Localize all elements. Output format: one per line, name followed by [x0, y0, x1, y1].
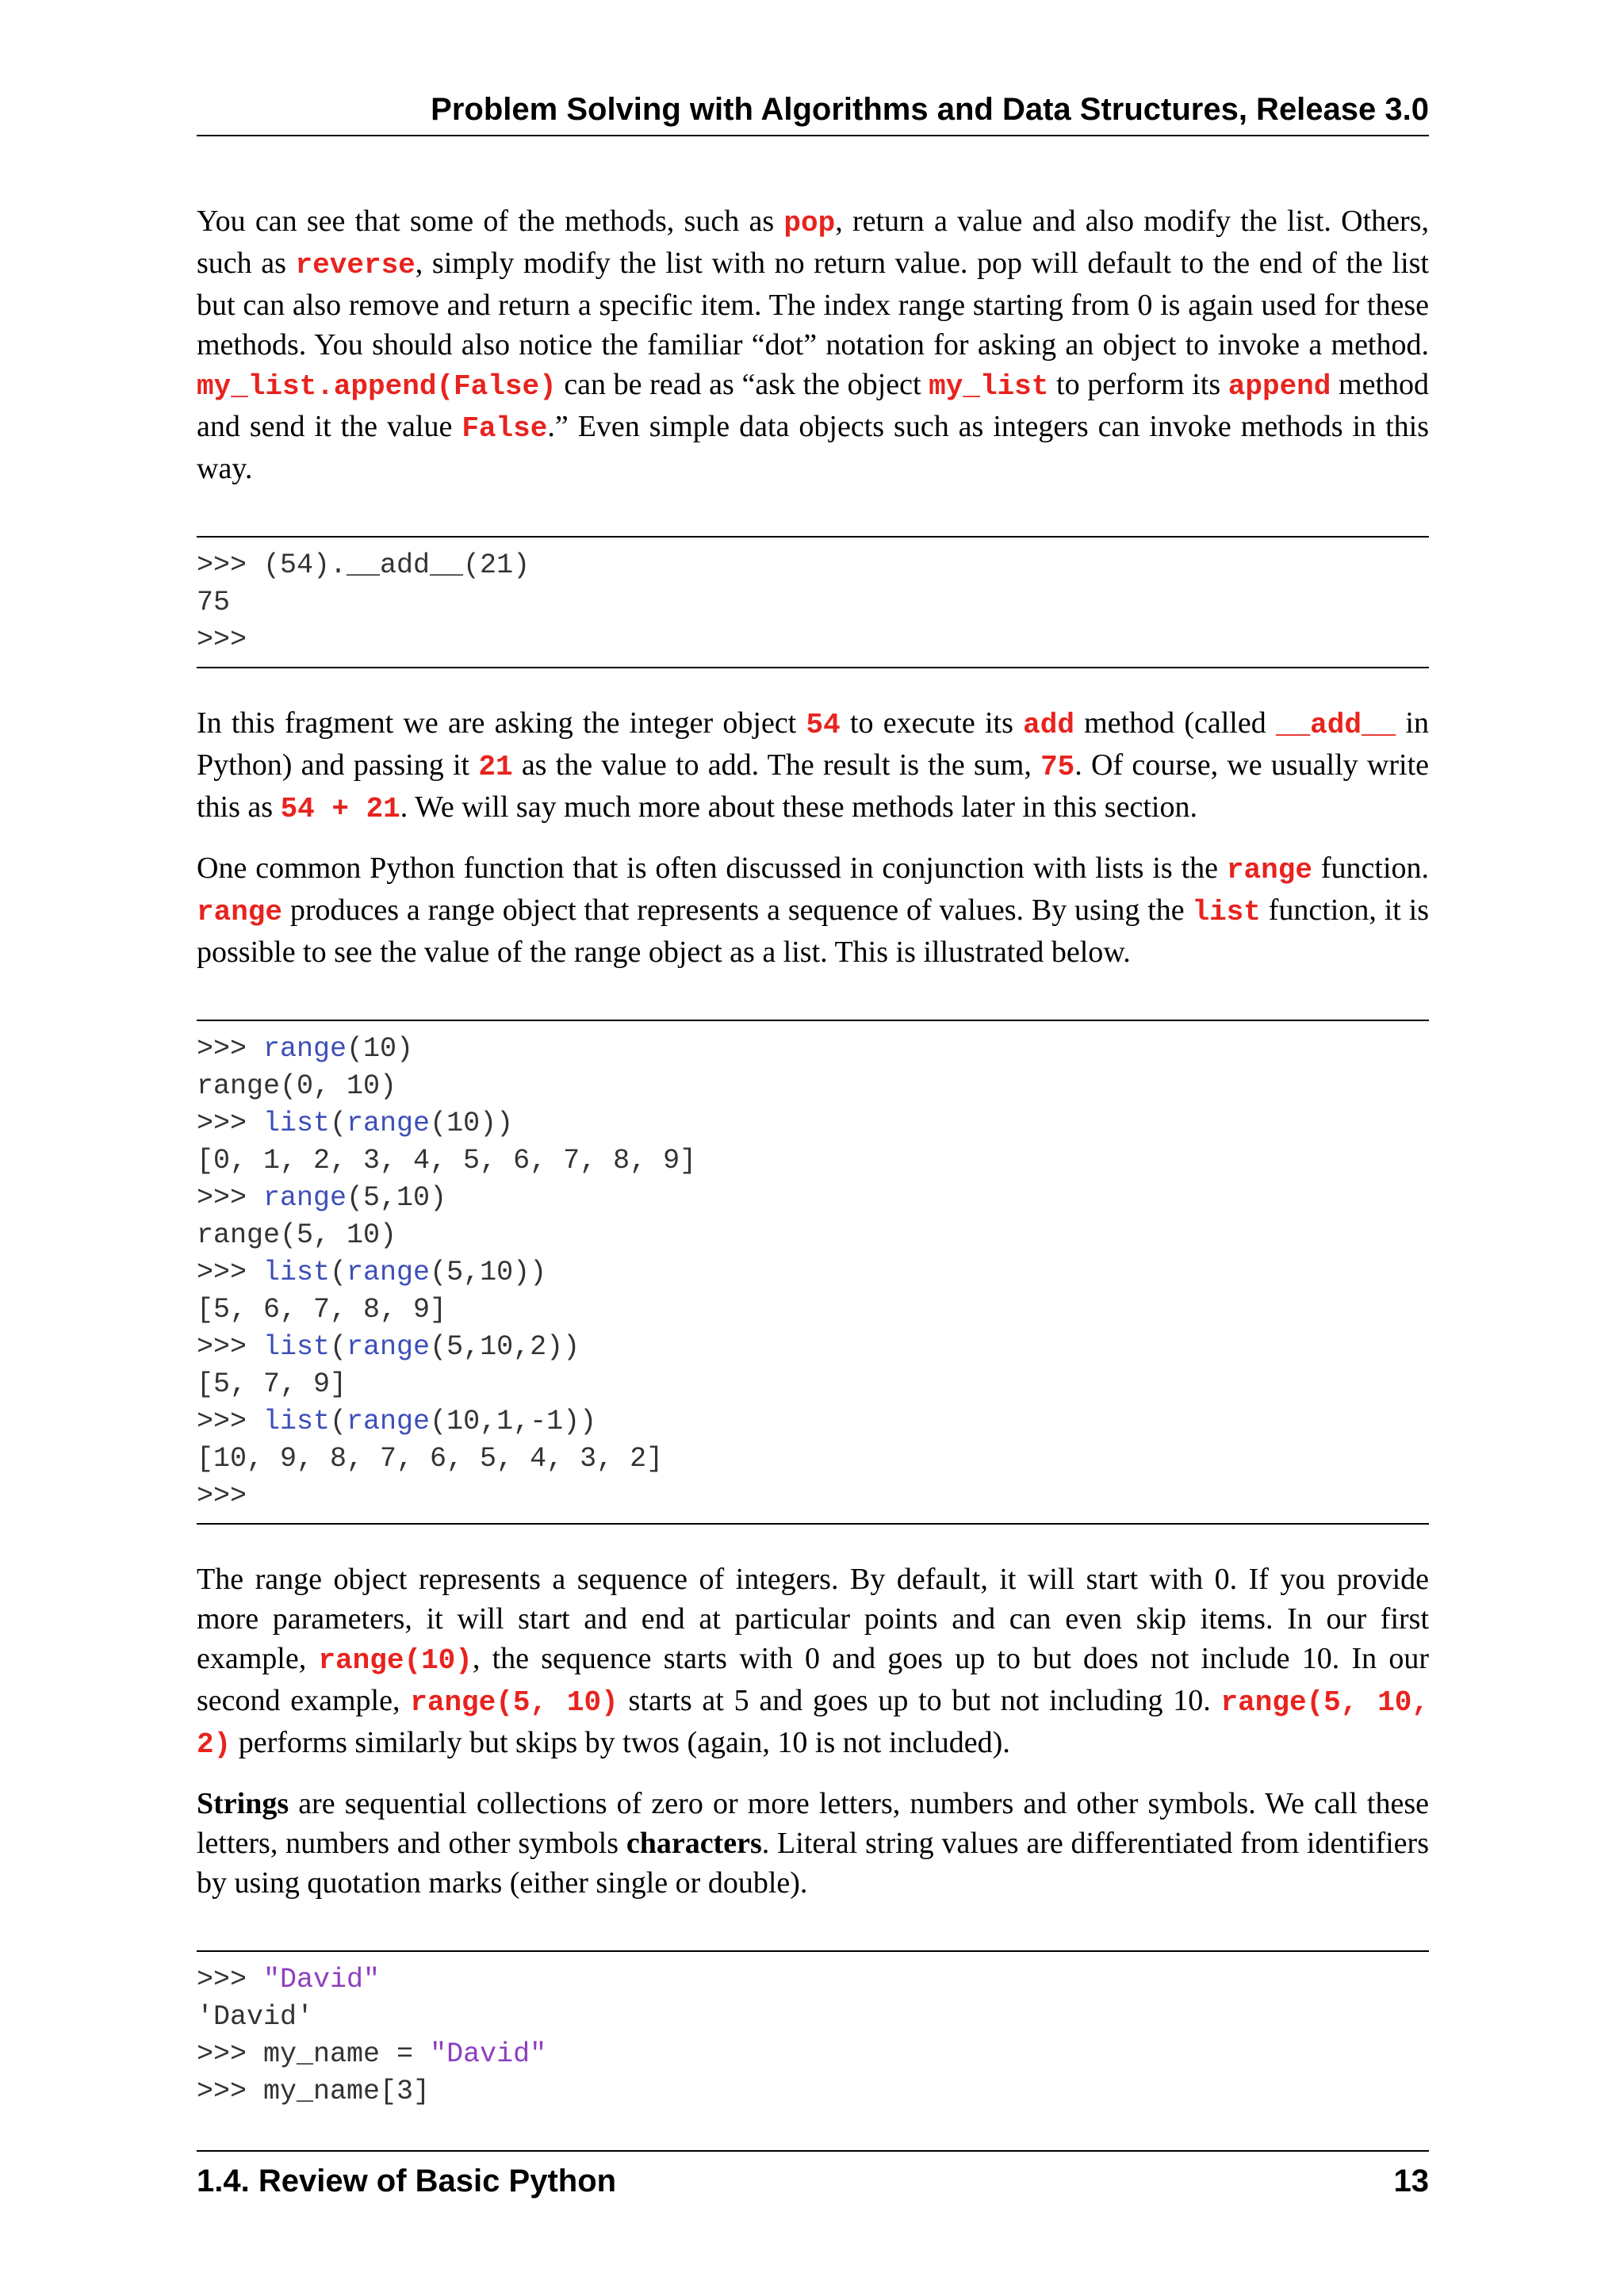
inline-code: range(5, 10, 2): [197, 1686, 1430, 1761]
text: . We will say much more about these methods later in this section.: [400, 790, 1197, 824]
text: performs similarly but skips by twos (again, 10 is not included).: [231, 1726, 1010, 1759]
text: to perform its: [1048, 368, 1228, 401]
code-keyword: range: [263, 1182, 347, 1214]
term-bold: Strings: [197, 1787, 289, 1820]
code-text: (: [330, 1108, 347, 1139]
paragraph-add-explained: [197, 703, 1429, 829]
inline-code: range(5, 10): [410, 1686, 619, 1719]
code-keyword: range: [263, 1033, 347, 1065]
text: .” Even simple data objects such as integers can invoke methods in this way.: [197, 410, 1429, 485]
inline-code: pop: [783, 207, 836, 239]
main-content: [197, 201, 1429, 2118]
code-prompt: >>>: [197, 1964, 264, 1996]
code-prompt: >>>: [197, 1108, 264, 1139]
paragraph-strings: [197, 1784, 1429, 1903]
code-prompt: >>>: [197, 1182, 264, 1214]
code-line: [197, 1329, 1429, 1366]
code-prompt: >>>: [197, 2076, 264, 2107]
text: are sequential collections of zero or more letters, numbers and other symbols. We call these letters, numbers and other symbols: [197, 1787, 1429, 1860]
page-number: 13: [1393, 2164, 1429, 2198]
code-text: (54).__add__(21): [263, 549, 530, 581]
text: to execute its: [840, 706, 1024, 740]
paragraph-methods: [197, 201, 1429, 488]
text: You can see that some of the methods, such as: [197, 205, 784, 238]
code-keyword: range: [347, 1257, 431, 1288]
code-string: "David": [263, 1964, 381, 1996]
code-line: [197, 1961, 1429, 1999]
inline-code: 54 + 21: [280, 793, 400, 825]
inline-code: reverse: [295, 249, 416, 281]
inline-code: add: [1023, 709, 1074, 741]
code-keyword: list: [263, 1108, 331, 1139]
paragraph-range-intro: [197, 848, 1429, 972]
code-line: [197, 1031, 1429, 1068]
code-line: [197, 1254, 1429, 1292]
code-keyword: range: [347, 1331, 431, 1363]
paragraph-range-explained: [197, 1559, 1429, 1765]
code-keyword: list: [263, 1331, 331, 1363]
text: , the sequence starts with 0 and goes up to but does not include 10. In our second example,: [197, 1642, 1430, 1717]
code-text: (10)): [430, 1108, 514, 1139]
text: in Python) and passing it: [197, 706, 1429, 782]
code-prompt: >>>: [197, 549, 264, 581]
text: method and send it the value: [197, 368, 1430, 443]
inline-code: my_list.append(False): [197, 370, 557, 403]
inline-code: append: [1228, 370, 1331, 403]
code-line: 75: [197, 587, 231, 618]
section-title: 1.4. Review of Basic Python: [197, 2164, 617, 2198]
code-keyword: list: [263, 1257, 331, 1288]
code-text: (10): [347, 1033, 414, 1065]
text: One common Python function that is often discussed in conjunction with lists is the: [197, 851, 1227, 885]
inline-code: range: [1226, 854, 1312, 886]
code-text: (5,10)): [430, 1257, 547, 1288]
inline-code: my_list: [929, 370, 1049, 403]
code-line: [197, 1180, 1429, 1217]
inline-code: range: [197, 896, 283, 928]
code-keyword: list: [263, 1406, 331, 1437]
code-line: [5, 7, 9]: [197, 1368, 347, 1400]
inline-code: list: [1192, 896, 1261, 928]
code-line: [197, 2073, 1429, 2110]
code-prompt: >>>: [197, 2038, 264, 2070]
code-line: range(0, 10): [197, 1070, 397, 1102]
code-prompt: >>>: [197, 1033, 264, 1065]
code-keyword: range: [347, 1406, 431, 1437]
inline-code: 21: [478, 751, 513, 783]
code-line: range(5, 10): [197, 1219, 397, 1251]
code-block-strings: [197, 1950, 1429, 2118]
code-text: (: [330, 1257, 347, 1288]
code-line: [0, 1, 2, 3, 4, 5, 6, 7, 8, 9]: [197, 1145, 697, 1177]
code-block-add: [197, 536, 1429, 668]
text: function, it is possible to see the value of the range object as a list. This is illustrated below.: [197, 894, 1429, 969]
inline-code: 54: [806, 709, 841, 741]
code-line: >>>: [197, 1480, 247, 1512]
code-block-range: [197, 1020, 1429, 1525]
text: starts at 5 and goes up to but not including 10.: [618, 1684, 1221, 1717]
document-page: [197, 0, 1429, 2296]
inline-code: range(10): [318, 1644, 473, 1677]
code-line: [5, 6, 7, 8, 9]: [197, 1294, 447, 1326]
code-text: my_name[3]: [263, 2076, 431, 2107]
text: . Literal string values are differentiated from identifiers by using quotation marks (either single or double).: [197, 1827, 1429, 1900]
code-text: (10,1,-1)): [430, 1406, 597, 1437]
code-text: my_name =: [263, 2038, 431, 2070]
code-string: "David": [430, 2038, 547, 2070]
code-line: [197, 1105, 1429, 1142]
code-text: (5,10,2)): [430, 1331, 580, 1363]
code-keyword: range: [347, 1108, 431, 1139]
text: , simply modify the list with no return value. pop will default to the end of the list but can also remove and return a specific item. The index range starting from 0 is again used for these methods. You should also notice the familiar “dot” notation for asking an object to invoke a method.: [197, 247, 1429, 362]
code-line: [197, 1403, 1429, 1441]
inline-code: 75: [1040, 751, 1075, 783]
code-line: 'David': [197, 2001, 314, 2033]
code-text: (5,10): [347, 1182, 447, 1214]
text: method (called: [1074, 706, 1276, 740]
text: , return a value and also modify the list. Others, such as: [197, 205, 1429, 280]
inline-code: False: [462, 412, 548, 445]
code-prompt: >>>: [197, 1257, 264, 1288]
code-line: [197, 547, 1429, 584]
inline-code: __add__: [1275, 709, 1396, 741]
text: function.: [1312, 851, 1429, 885]
text: In this fragment we are asking the integer object: [197, 706, 806, 740]
term-bold: characters: [626, 1827, 762, 1860]
code-prompt: >>>: [197, 1331, 264, 1363]
text: . Of course, we usually write this as: [197, 748, 1429, 824]
text: produces a range object that represents a sequence of values. By using the: [282, 894, 1193, 927]
running-footer: [197, 2150, 1429, 2199]
text: as the value to add. The result is the sum,: [512, 748, 1041, 782]
text: The range object represents a sequence of integers. By default, it will start with 0. If you provide more parameters, it will start and end at particular points and can even skip items. In our first example,: [197, 1563, 1429, 1675]
code-text: (: [330, 1331, 347, 1363]
code-text: (: [330, 1406, 347, 1437]
text: can be read as “ask the object: [556, 368, 929, 401]
code-line: [10, 9, 8, 7, 6, 5, 4, 3, 2]: [197, 1443, 664, 1475]
running-header: Problem Solving with Algorithms and Data Structures, Release 3.0: [197, 90, 1429, 136]
code-line: >>>: [197, 624, 247, 656]
code-prompt: >>>: [197, 1406, 264, 1437]
code-line: [197, 2036, 1429, 2073]
